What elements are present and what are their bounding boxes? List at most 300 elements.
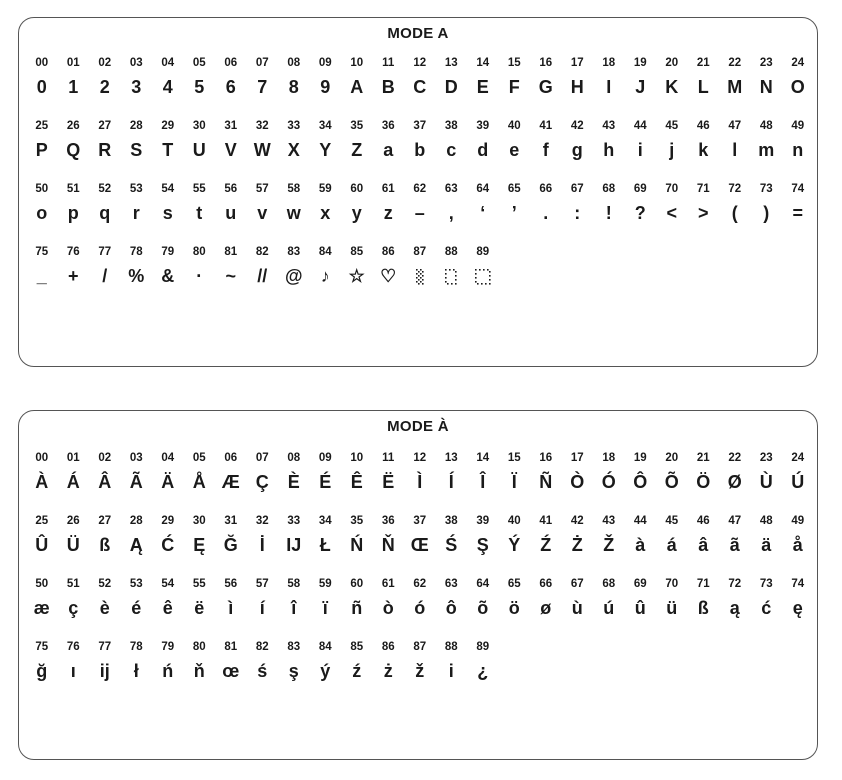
character-glyph: Ą bbox=[129, 535, 143, 555]
character-cell bbox=[121, 451, 153, 514]
character-code: 27 bbox=[98, 120, 112, 132]
character-code: 10 bbox=[350, 57, 364, 69]
character-glyph: Â bbox=[98, 472, 112, 492]
character-code: 39 bbox=[476, 120, 490, 132]
character-code: 66 bbox=[539, 183, 553, 195]
character-cell bbox=[89, 451, 121, 514]
character-glyph: q bbox=[99, 203, 111, 223]
character-cell bbox=[26, 245, 58, 308]
character-cell bbox=[499, 577, 531, 640]
character-code: 23 bbox=[759, 57, 773, 69]
character-glyph: . bbox=[543, 203, 549, 223]
character-code: 47 bbox=[728, 515, 742, 527]
character-code: 12 bbox=[413, 452, 427, 464]
character-cell bbox=[656, 577, 688, 640]
character-code: 56 bbox=[224, 578, 238, 590]
character-cell bbox=[26, 182, 58, 245]
character-cell bbox=[688, 451, 720, 514]
character-cell bbox=[247, 245, 279, 308]
character-cell bbox=[26, 119, 58, 182]
character-cell bbox=[467, 451, 499, 514]
character-code: 50 bbox=[35, 578, 49, 590]
character-code: 17 bbox=[570, 57, 584, 69]
character-glyph: Ň bbox=[381, 535, 395, 555]
character-code: 68 bbox=[602, 183, 616, 195]
character-cell bbox=[152, 182, 184, 245]
character-glyph: ! bbox=[605, 203, 612, 223]
character-glyph: ź bbox=[352, 661, 362, 681]
character-glyph: W bbox=[253, 140, 271, 160]
character-code: 51 bbox=[66, 183, 80, 195]
character-cell bbox=[152, 514, 184, 577]
character-cell bbox=[719, 577, 751, 640]
character-code: 62 bbox=[413, 183, 427, 195]
character-glyph: 5 bbox=[194, 77, 205, 97]
character-code: 81 bbox=[224, 246, 238, 258]
character-cell bbox=[247, 577, 279, 640]
character-glyph: Ç bbox=[255, 472, 269, 492]
character-glyph: ý bbox=[320, 661, 331, 681]
character-glyph: – bbox=[414, 203, 425, 223]
character-code: 48 bbox=[759, 120, 773, 132]
character-glyph: ć bbox=[761, 598, 772, 618]
character-cell bbox=[656, 182, 688, 245]
character-glyph: Ñ bbox=[539, 472, 553, 492]
character-code: 48 bbox=[759, 515, 773, 527]
character-cell bbox=[656, 514, 688, 577]
character-glyph: Ë bbox=[382, 472, 395, 492]
character-glyph: 4 bbox=[162, 77, 173, 97]
character-code: 82 bbox=[255, 246, 269, 258]
character-glyph: ¿ bbox=[477, 661, 489, 681]
character-glyph: G bbox=[538, 77, 553, 97]
character-cell bbox=[26, 577, 58, 640]
character-code: 69 bbox=[633, 183, 647, 195]
character-cell bbox=[782, 451, 814, 514]
character-code: 21 bbox=[696, 57, 710, 69]
character-glyph: ù bbox=[571, 598, 583, 618]
panel-title: MODE À bbox=[387, 418, 449, 435]
character-cell bbox=[436, 182, 468, 245]
character-glyph: ♡ bbox=[380, 266, 397, 286]
character-glyph: = bbox=[792, 203, 803, 223]
character-code: 85 bbox=[350, 641, 364, 653]
character-glyph: Ô bbox=[633, 472, 648, 492]
character-glyph: ô bbox=[445, 598, 457, 618]
character-code: 08 bbox=[287, 452, 301, 464]
character-code: 02 bbox=[98, 452, 112, 464]
character-cell bbox=[278, 119, 310, 182]
character-cell bbox=[499, 56, 531, 119]
character-code: 05 bbox=[192, 57, 206, 69]
character-cell bbox=[530, 119, 562, 182]
character-code: 01 bbox=[66, 57, 80, 69]
character-cell bbox=[278, 451, 310, 514]
character-code: 65 bbox=[507, 578, 521, 590]
character-glyph: a bbox=[383, 140, 394, 160]
character-code: 30 bbox=[192, 120, 206, 132]
character-glyph: 2 bbox=[99, 77, 110, 97]
character-cell bbox=[310, 245, 342, 308]
character-cell bbox=[278, 514, 310, 577]
character-cell bbox=[719, 451, 751, 514]
character-code: 25 bbox=[35, 515, 49, 527]
character-glyph: K bbox=[665, 77, 679, 97]
character-code: 66 bbox=[539, 578, 553, 590]
character-code: 83 bbox=[287, 641, 301, 653]
character-cell bbox=[404, 451, 436, 514]
character-code: 38 bbox=[444, 515, 458, 527]
character-cell bbox=[89, 577, 121, 640]
character-cell bbox=[121, 577, 153, 640]
character-code: 46 bbox=[696, 515, 710, 527]
character-glyph: % bbox=[128, 266, 145, 286]
character-cell bbox=[215, 451, 247, 514]
character-code: 14 bbox=[476, 452, 490, 464]
character-glyph: 0 bbox=[36, 77, 47, 97]
character-glyph: ó bbox=[414, 598, 426, 618]
character-cell bbox=[121, 640, 153, 703]
character-cell bbox=[89, 640, 121, 703]
character-cell bbox=[121, 514, 153, 577]
character-code: 11 bbox=[382, 452, 395, 464]
character-glyph: Ò bbox=[570, 472, 585, 492]
character-cell bbox=[278, 640, 310, 703]
character-glyph: Ś bbox=[445, 535, 458, 555]
character-glyph: , bbox=[448, 203, 454, 223]
character-code: 26 bbox=[66, 120, 80, 132]
character-cell bbox=[89, 245, 121, 308]
character-glyph: ğ bbox=[36, 661, 48, 681]
character-cell bbox=[436, 56, 468, 119]
character-cell bbox=[58, 640, 90, 703]
character-glyph: œ bbox=[222, 661, 240, 681]
character-glyph: Ę bbox=[193, 535, 206, 555]
character-cell bbox=[278, 245, 310, 308]
character-glyph: y bbox=[351, 203, 362, 223]
character-cell bbox=[184, 640, 216, 703]
character-code: 58 bbox=[287, 183, 301, 195]
character-code: 73 bbox=[759, 183, 773, 195]
character-code: 70 bbox=[665, 578, 679, 590]
character-glyph: o bbox=[36, 203, 48, 223]
character-cell bbox=[404, 182, 436, 245]
character-code: 12 bbox=[413, 57, 427, 69]
character-cell bbox=[593, 514, 625, 577]
character-cell bbox=[656, 119, 688, 182]
character-glyph: Æ bbox=[221, 472, 240, 492]
character-glyph: B bbox=[381, 77, 395, 97]
character-code: 83 bbox=[287, 246, 301, 258]
character-code: 55 bbox=[192, 578, 206, 590]
character-code: 60 bbox=[350, 578, 364, 590]
character-cell bbox=[215, 514, 247, 577]
character-code: 03 bbox=[129, 452, 143, 464]
character-code: 50 bbox=[35, 183, 49, 195]
character-code: 65 bbox=[507, 183, 521, 195]
character-glyph: Å bbox=[192, 472, 206, 492]
character-cell bbox=[373, 119, 405, 182]
character-cell bbox=[593, 182, 625, 245]
character-code: 42 bbox=[570, 515, 584, 527]
character-glyph: ( bbox=[731, 203, 738, 223]
character-code: 77 bbox=[98, 246, 112, 258]
character-glyph: e bbox=[509, 140, 520, 160]
character-glyph: À bbox=[35, 472, 49, 492]
character-glyph: Ö bbox=[696, 472, 711, 492]
character-code: 37 bbox=[413, 120, 427, 132]
character-code: 59 bbox=[318, 578, 332, 590]
character-cell bbox=[152, 640, 184, 703]
character-code: 71 bbox=[696, 578, 710, 590]
character-cell bbox=[373, 182, 405, 245]
character-code: 41 bbox=[539, 120, 553, 132]
character-glyph: Á bbox=[66, 472, 80, 492]
character-cell bbox=[373, 56, 405, 119]
character-glyph: i bbox=[448, 661, 454, 681]
character-code: 76 bbox=[66, 246, 80, 258]
character-glyph: ij bbox=[99, 661, 110, 681]
character-code: 79 bbox=[161, 246, 175, 258]
character-cell bbox=[341, 182, 373, 245]
character-code: 14 bbox=[476, 57, 490, 69]
character-cell bbox=[58, 514, 90, 577]
character-glyph: I bbox=[606, 77, 612, 97]
character-glyph: 9 bbox=[320, 77, 331, 97]
character-code: 30 bbox=[192, 515, 206, 527]
character-glyph: D bbox=[444, 77, 458, 97]
character-glyph: C bbox=[413, 77, 427, 97]
character-cell bbox=[436, 245, 468, 308]
character-code: 51 bbox=[66, 578, 80, 590]
character-glyph: Ã bbox=[129, 472, 143, 492]
character-cell bbox=[593, 119, 625, 182]
character-glyph: h bbox=[603, 140, 615, 160]
character-glyph: Ğ bbox=[223, 535, 238, 555]
character-cell bbox=[341, 640, 373, 703]
character-cell bbox=[310, 640, 342, 703]
character-glyph: Ć bbox=[161, 535, 175, 555]
character-cell bbox=[499, 182, 531, 245]
character-glyph: ä bbox=[761, 535, 772, 555]
character-glyph: // bbox=[257, 266, 268, 286]
character-cell bbox=[467, 640, 499, 703]
character-code: 28 bbox=[129, 515, 143, 527]
character-grid bbox=[26, 56, 821, 308]
character-cell bbox=[436, 640, 468, 703]
character-glyph: u bbox=[225, 203, 237, 223]
character-cell bbox=[751, 514, 783, 577]
character-code: 55 bbox=[192, 183, 206, 195]
character-glyph: Ê bbox=[350, 472, 363, 492]
character-cell bbox=[467, 514, 499, 577]
character-cell bbox=[625, 182, 657, 245]
character-glyph: Z bbox=[351, 140, 363, 160]
character-cell bbox=[58, 119, 90, 182]
character-code: 01 bbox=[66, 452, 80, 464]
character-cell bbox=[184, 182, 216, 245]
character-code: 77 bbox=[98, 641, 112, 653]
character-cell bbox=[530, 182, 562, 245]
character-glyph: ï bbox=[322, 598, 328, 618]
character-code: 29 bbox=[161, 515, 175, 527]
character-glyph: z bbox=[383, 203, 393, 223]
character-glyph: ) bbox=[763, 203, 770, 223]
character-code: 07 bbox=[255, 57, 269, 69]
character-cell bbox=[782, 119, 814, 182]
character-cell bbox=[719, 56, 751, 119]
character-cell bbox=[688, 577, 720, 640]
character-code: 06 bbox=[224, 57, 238, 69]
character-glyph: â bbox=[698, 535, 709, 555]
character-cell bbox=[751, 56, 783, 119]
character-cell bbox=[530, 451, 562, 514]
character-glyph: ç bbox=[68, 598, 79, 618]
character-code: 24 bbox=[791, 57, 805, 69]
character-code: 00 bbox=[35, 452, 49, 464]
character-glyph: ♪ bbox=[320, 266, 330, 286]
character-code: 47 bbox=[728, 120, 742, 132]
character-cell bbox=[341, 577, 373, 640]
character-code: 16 bbox=[539, 57, 553, 69]
character-cell bbox=[436, 514, 468, 577]
character-code: 33 bbox=[287, 120, 301, 132]
character-code: 72 bbox=[728, 183, 742, 195]
character-code: 20 bbox=[665, 57, 679, 69]
character-cell bbox=[121, 56, 153, 119]
character-glyph: s bbox=[162, 203, 173, 223]
character-code: 10 bbox=[350, 452, 364, 464]
character-cell bbox=[719, 514, 751, 577]
character-glyph: Õ bbox=[664, 472, 679, 492]
character-glyph: t bbox=[196, 203, 203, 223]
character-code: 03 bbox=[129, 57, 143, 69]
character-glyph: Ł bbox=[319, 535, 331, 555]
character-glyph: ò bbox=[382, 598, 394, 618]
character-glyph: A bbox=[350, 77, 364, 97]
character-cell bbox=[625, 56, 657, 119]
character-code: 80 bbox=[192, 246, 206, 258]
character-glyph: f bbox=[542, 140, 549, 160]
character-glyph: j bbox=[669, 140, 675, 160]
character-code: 74 bbox=[791, 183, 805, 195]
character-code: 88 bbox=[444, 641, 458, 653]
character-glyph: r bbox=[132, 203, 140, 223]
character-code: 60 bbox=[350, 183, 364, 195]
character-cell bbox=[58, 245, 90, 308]
character-code: 80 bbox=[192, 641, 206, 653]
character-code: 78 bbox=[129, 641, 143, 653]
character-glyph: ü bbox=[666, 598, 678, 618]
character-code: 26 bbox=[66, 515, 80, 527]
character-code: 81 bbox=[224, 641, 238, 653]
character-glyph: Ź bbox=[540, 535, 552, 555]
character-glyph: H bbox=[570, 77, 584, 97]
character-glyph: ł bbox=[133, 661, 139, 681]
character-code: 64 bbox=[476, 183, 490, 195]
character-cell bbox=[310, 56, 342, 119]
character-glyph: É bbox=[319, 472, 332, 492]
character-code: 45 bbox=[665, 120, 679, 132]
character-glyph: ę bbox=[792, 598, 803, 618]
character-glyph: S bbox=[130, 140, 143, 160]
character-cell bbox=[121, 182, 153, 245]
character-code: 61 bbox=[381, 183, 395, 195]
character-code: 64 bbox=[476, 578, 490, 590]
character-glyph: > bbox=[697, 203, 709, 223]
character-cell bbox=[751, 182, 783, 245]
character-code: 53 bbox=[129, 183, 143, 195]
character-code: 11 bbox=[382, 57, 395, 69]
character-code: 44 bbox=[633, 120, 647, 132]
character-glyph: X bbox=[287, 140, 300, 160]
character-cell bbox=[215, 640, 247, 703]
character-glyph: å bbox=[792, 535, 803, 555]
character-code: 08 bbox=[287, 57, 301, 69]
character-cell bbox=[625, 577, 657, 640]
character-code: 76 bbox=[66, 641, 80, 653]
character-glyph: d bbox=[477, 140, 489, 160]
character-code: 18 bbox=[602, 452, 616, 464]
character-code: 58 bbox=[287, 578, 301, 590]
character-code: 32 bbox=[255, 120, 269, 132]
character-cell bbox=[247, 451, 279, 514]
character-glyph: ñ bbox=[351, 598, 363, 618]
character-glyph: ’ bbox=[511, 203, 517, 223]
character-cell bbox=[562, 182, 594, 245]
character-code: 54 bbox=[161, 183, 175, 195]
character-cell bbox=[688, 56, 720, 119]
character-glyph: x bbox=[320, 203, 331, 223]
character-code: 25 bbox=[35, 120, 49, 132]
character-glyph: ê bbox=[162, 598, 173, 618]
character-cell bbox=[278, 182, 310, 245]
character-glyph: Ä bbox=[161, 472, 175, 492]
character-code: 67 bbox=[570, 183, 584, 195]
character-glyph: < bbox=[666, 203, 677, 223]
character-cell bbox=[562, 119, 594, 182]
character-code: 86 bbox=[381, 641, 395, 653]
character-glyph: û bbox=[634, 598, 646, 618]
character-code: 74 bbox=[791, 578, 805, 590]
character-code: 19 bbox=[633, 57, 647, 69]
character-glyph: IJ bbox=[286, 535, 302, 555]
character-glyph: U bbox=[192, 140, 206, 160]
character-glyph: Œ bbox=[410, 535, 429, 555]
character-cell bbox=[89, 119, 121, 182]
character-glyph: M bbox=[727, 77, 743, 97]
character-glyph: 7 bbox=[257, 77, 268, 97]
character-code: 36 bbox=[381, 120, 395, 132]
character-cell bbox=[751, 451, 783, 514]
character-cell bbox=[58, 451, 90, 514]
character-cell bbox=[530, 577, 562, 640]
character-cell bbox=[247, 56, 279, 119]
character-cell bbox=[310, 451, 342, 514]
character-code: 35 bbox=[350, 515, 364, 527]
character-code: 52 bbox=[98, 183, 112, 195]
character-glyph: Í bbox=[448, 472, 454, 492]
character-cell bbox=[58, 182, 90, 245]
panel-title: MODE A bbox=[387, 25, 449, 42]
character-cell bbox=[215, 245, 247, 308]
character-glyph: Ş bbox=[476, 535, 489, 555]
character-cell bbox=[688, 182, 720, 245]
character-glyph: ś bbox=[257, 661, 268, 681]
character-glyph: Ì bbox=[417, 472, 423, 492]
character-cell bbox=[310, 182, 342, 245]
dotted-box-medium-icon bbox=[436, 264, 468, 288]
